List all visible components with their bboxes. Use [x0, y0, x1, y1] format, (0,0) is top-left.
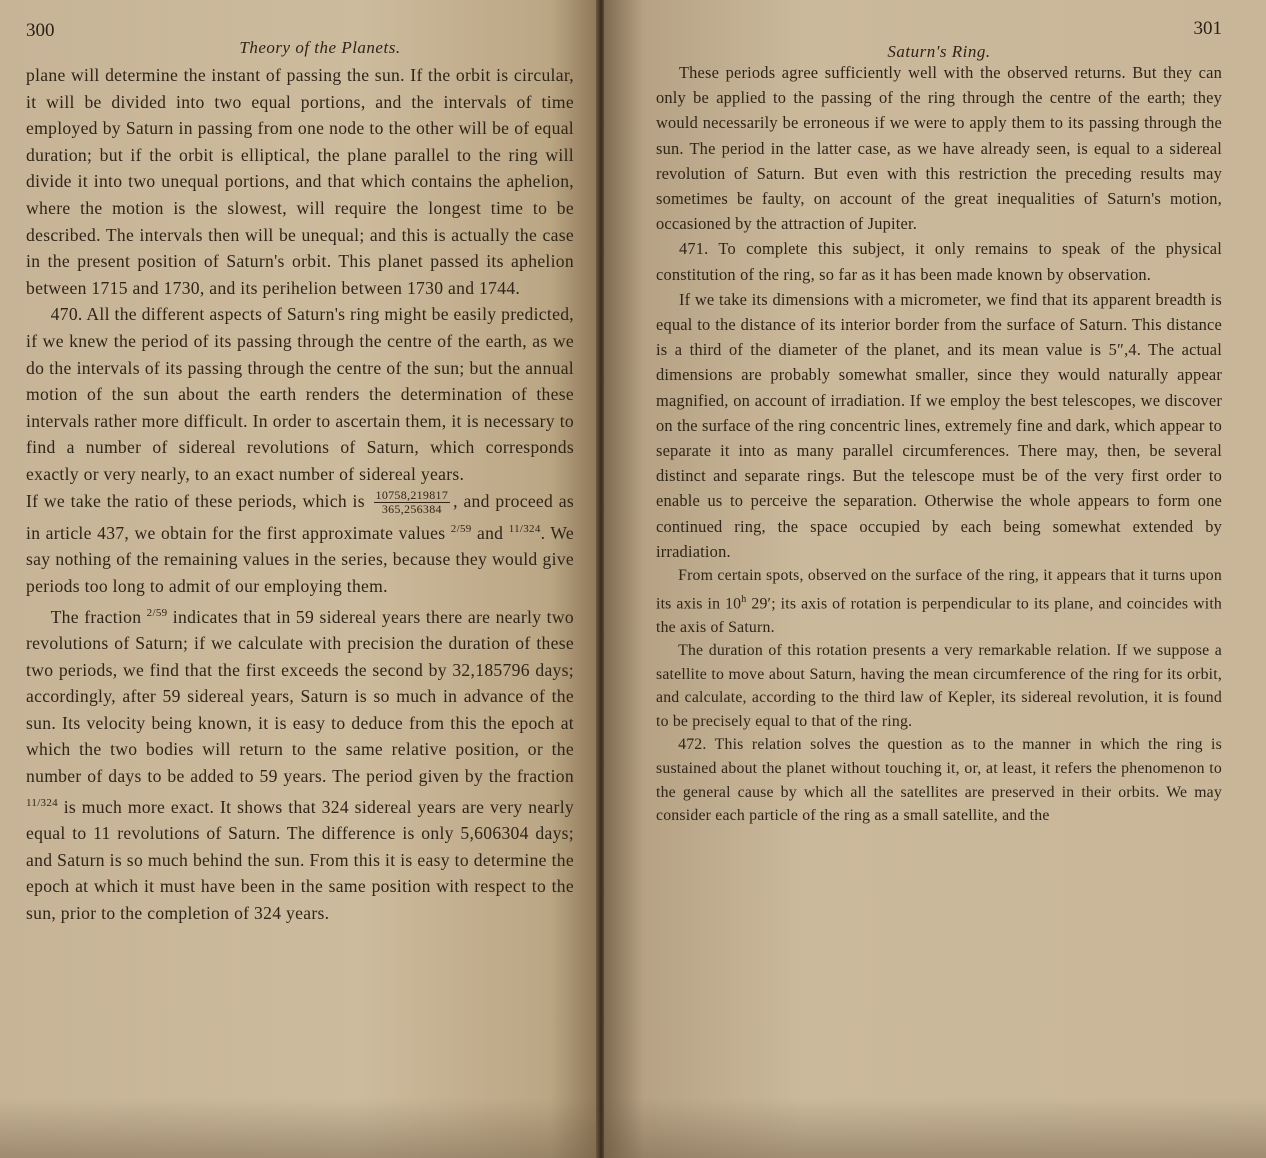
paragraph [26, 600, 574, 927]
paragraph: If we take its dimensions with a micrometer, we find that its apparent breadth is equal to the distance of its interior border from the surface of Saturn. This distance is a third of the diameter of the planet, and its mean value is 5″,4. The actual dimensions are probably somewhat smaller, since they would naturally appear magnified, on account of irradiation. If we employ the best telescopes, we discover on the surface of the ring concentric lines, extremely fine and dark, which appear to separate it into as many parallel circumferences. There may, then, be several distinct and separate rings. But the telescope must be of the very first order to enable us to perceive the separation. Otherwise the whole appears to form one continued ring, the space occupied by each being somewhat extended by irradiation. [656, 289, 1222, 561]
paragraph-text: From certain spots, observed on the surface of the ring, it appears that it turns upon its axis in 10 [656, 567, 1222, 612]
fraction: 11/324 [508, 522, 541, 535]
left-page-header [26, 14, 574, 62]
paragraph-text: and [476, 522, 504, 543]
right-page-text-lower [656, 564, 1222, 828]
page-shadow [0, 1098, 598, 1158]
right-page [604, 0, 1266, 1158]
paragraph [26, 488, 574, 600]
right-page-header [656, 12, 1222, 60]
paragraph [656, 564, 1222, 639]
superscript: h [741, 593, 747, 605]
page-number: 300 [26, 20, 55, 41]
paragraph-text: indicates that in 59 sidereal years there are nearly two revolutions of Saturn; if we calculate with precision the duration of these two periods, we find that the first exceeds the second by 32,185796 days; accordingly, after 59 sidereal years, Saturn is so much in advance of the sun. Its velocity being known, it is easy to deduce from this the epoch at which the two bodies will return to the same relative position, or the number of days to be added to 59 years. The period given by the fraction [26, 606, 574, 787]
running-title: Theory of the Planets. [239, 38, 401, 57]
paragraph: 470. All the different aspects of Saturn's ring might be easily predicted, if we knew the period of its passing through the centre of the earth, as we do the intervals of its passing through the centre of the sun; but the annual motion of the sun about the earth renders the determination of these intervals rather more difficult. In order to ascertain them, it is necessary to find a number of sidereal revolutions of Saturn, which corresponds exactly or very nearly, to an exact number of sidereal years. [26, 304, 574, 484]
left-page-text [26, 62, 574, 926]
fraction-denominator: 365,256384 [381, 501, 442, 516]
left-page [0, 0, 598, 1158]
paragraph-text: 29′; its axis of rotation is perpendicular to its plane, and coincides with the axis of Saturn. [656, 594, 1223, 636]
paragraph-text: , and proceed as in article 437, we obtain for the first approximate values [26, 490, 575, 543]
paragraph-text: is much more exact. It shows that 324 sidereal years are very nearly equal to 11 revolutions of Saturn. The difference is only 5,606304 days; and Saturn is so much behind the sun. From this it is easy to determine the epoch at which it must have been in the same position with respect to the sun, prior to the completion of 324 years. [26, 796, 574, 923]
paragraph-text: If we take the ratio of these periods, which is [26, 490, 365, 511]
paragraph: 472. This relation solves the question as to the manner in which the ring is sustained about the planet without touching it, or, at least, it refers the phenomenon to the general cause by which all the satellites are preserved in their orbits. We may consider each particle of the ring as a small satellite, and the [656, 736, 1222, 825]
paragraph: These periods agree sufficiently well with the observed returns. But they can only be applied to the passing of the ring through the centre of the earth; they would necessarily be erroneous if we were to apply them to its passing through the sun. The period in the latter case, as we have already seen, is equal to a sidereal revolution of Saturn. But even with this restriction the preceding results may sometimes be faulty, on account of the great inequalities of Saturn's motion, occasioned by the attraction of Jupiter. [656, 63, 1222, 234]
fraction: 11/324 [26, 796, 58, 809]
paragraph: plane will determine the instant of passing the sun. If the orbit is circular, it will be divided into two equal portions, and the intervals of time employed by Saturn in passing from one node to the other will be of equal duration; but if the orbit is elliptical, the plane parallel to the ring will divide it into two unequal portions, and that which contains the aphelion, where the motion is the slowest, will require the longest time to be described. The intervals then will be unequal; and this is actually the case in the present position of Saturn's orbit. This planet passed its aphelion between 1715 and 1730, and its perihelion between 1730 and 1744. [26, 65, 574, 298]
paragraph-text: . We say nothing of the remaining values in the series, because they would give periods too long to admit of our employing them. [26, 522, 575, 596]
paragraph-text: The fraction [50, 606, 142, 627]
paragraph: The duration of this rotation presents a very remarkable relation. If we suppose a satellite to move about Saturn, having the mean circumference of the ring for its orbit, and calculate, according to the third law of Kepler, its sidereal revolution, it is found to be precisely equal to that of the ring. [656, 642, 1222, 730]
fraction-numerator: 10758,219817 [375, 487, 449, 502]
fraction: 2/59 [146, 606, 168, 619]
paragraph: 471. To complete this subject, it only remains to speak of the physical constitution of the ring, so far as it has been made known by observation. [656, 239, 1222, 284]
page-number: 301 [1193, 18, 1222, 39]
right-page-text [656, 60, 1222, 564]
running-title: Saturn's Ring. [887, 42, 991, 61]
fraction: 2/59 [450, 522, 472, 535]
ratio-fraction [374, 489, 451, 516]
page-shadow [604, 1098, 1266, 1158]
